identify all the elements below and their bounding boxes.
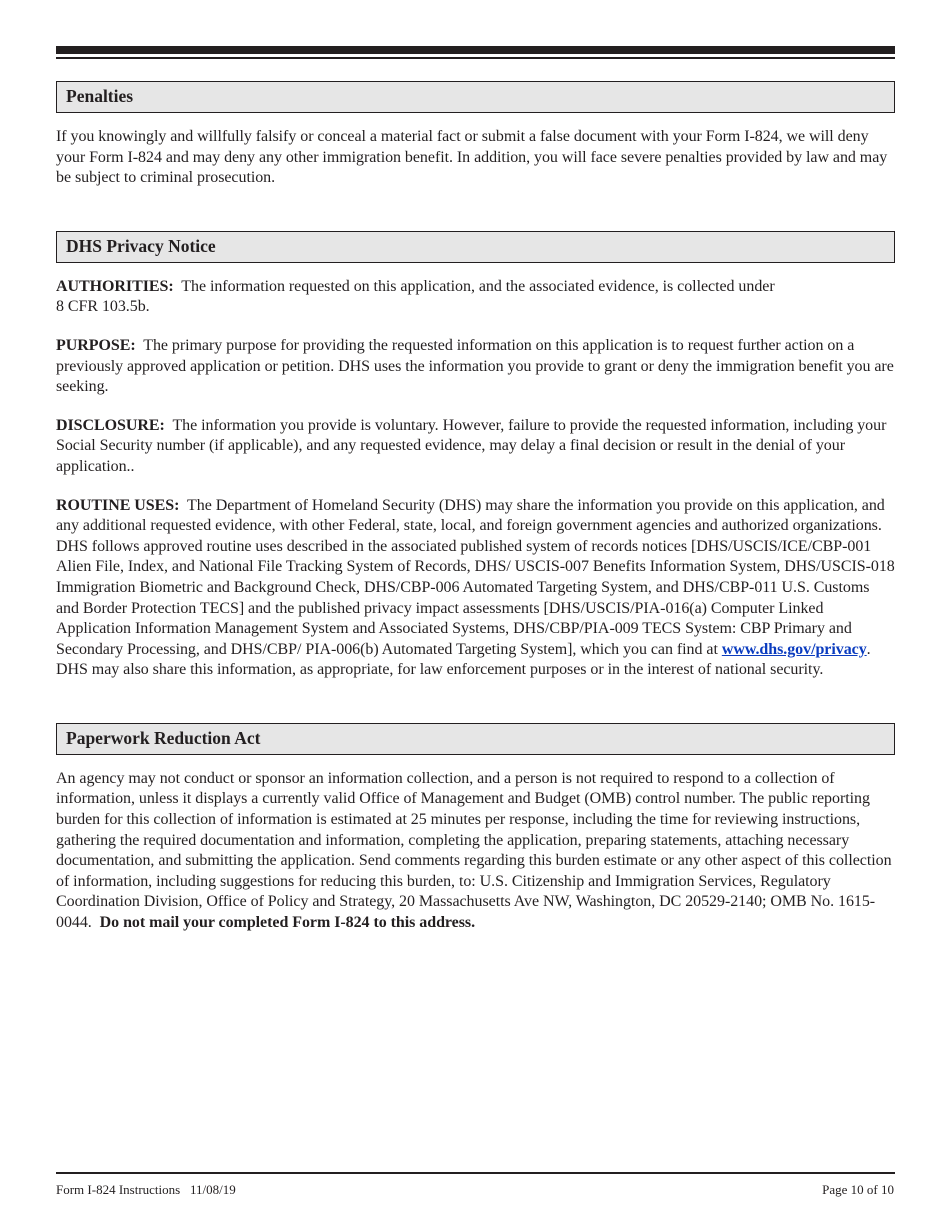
- paperwork-text: An agency may not conduct or sponsor an information collection, and a person is not required to respond to a collection of information, unless it displays a currently valid Office of Management and Budget (OMB) control number. The public reporting burden for this collection of information is estimated at 25 minutes per response, including the time for reviewing instructions, gathering the required documentation and information, completing the application, preparing statements, attaching necessary documentation, and submitting the application. Send comments regarding this burden estimate or any other aspect of this collection of information, including suggestions for reducing this burden, to: U.S. Citizenship and Immigration Services, Regulatory Coordination Division, Office of Policy and Strategy, 20 Massachusetts Ave NW, Washington, DC 20529-2140; OMB No. 1615-0044.: [56, 769, 892, 932]
- footer-form-label: Form I-824 Instructions 11/08/19: [56, 1182, 236, 1197]
- footer-rule: [56, 1172, 895, 1174]
- purpose-paragraph: [56, 336, 895, 398]
- paperwork-bold-note: Do not mail your completed Form I-824 to this address.: [99, 914, 476, 932]
- top-rule-thick: [56, 46, 895, 54]
- paperwork-paragraph: [56, 769, 895, 934]
- authorities-paragraph: [56, 277, 895, 318]
- privacy-notice-heading: DHS Privacy Notice: [56, 231, 895, 263]
- penalties-heading: Penalties: [56, 81, 895, 113]
- purpose-text: The primary purpose for providing the requested information on this application is to request further action on a previously approved application or petition. DHS uses the information you provide to grant or deny the immigration benefit you are seeking.: [56, 336, 894, 396]
- authorities-text-2: 8 CFR 103.5b.: [56, 298, 150, 316]
- disclosure-text: The information you provide is voluntary. However, failure to provide the requested information, including your Social Security number (if applicable), and any requested evidence, may delay a final decision or result in the denial of your application..: [56, 416, 887, 475]
- routine-uses-text: The Department of Homeland Security (DHS) may share the information you provide on this application, and any additional requested evidence, with other Federal, state, local, and foreign government agencies and authorized organizations. DHS follows approved routine uses described in the associated published system of records notices [DHS/USCIS/ICE/CBP-001 Alien File, Index, and National File Tracking System of Records, DHS/ USCIS-007 Benefits Information System, DHS/USCIS-018 Immigration Biometric and Background Check, DHS/CBP-006 Automated Targeting System, and DHS/CBP-011 U.S. Customs and Border Protection TECS] and the published privacy impact assessments [DHS/USCIS/PIA-016(a) Computer Linked Application Information Management System and Associated Systems, DHS/CBP/PIA-009 TECS System: CBP Primary and Secondary Processing, and DHS/CBP/ PIA-006(b) Automated Targeting System], which you can find at: [56, 496, 895, 658]
- footer-page-number: Page 10 of 10: [822, 1182, 894, 1197]
- page-content: [56, 46, 895, 934]
- disclosure-paragraph: [56, 416, 895, 478]
- paperwork-reduction-heading: Paperwork Reduction Act: [56, 723, 895, 755]
- penalties-text: If you knowingly and willfully falsify or conceal a material fact or submit a false document with your Form I-824, we will deny your Form I-824 and may deny any other immigration benefit. In addition, you will face severe penalties provided by law and may be subject to criminal prosecution.: [56, 128, 888, 187]
- routine-uses-label: ROUTINE USES:: [56, 496, 180, 514]
- dhs-privacy-link[interactable]: www.dhs.gov/privacy: [721, 640, 867, 658]
- top-rule-thin: [56, 57, 895, 59]
- authorities-text: The information requested on this application, and the associated evidence, is collected under: [181, 277, 775, 295]
- disclosure-label: DISCLOSURE:: [56, 416, 165, 434]
- authorities-label: AUTHORITIES:: [56, 277, 174, 295]
- routine-uses-paragraph: [56, 496, 895, 681]
- purpose-label: PURPOSE:: [56, 336, 136, 354]
- routine-uses-text-after: . DHS may also share this information, as appropriate, for law enforcement purposes or in the interest of national security.: [56, 640, 871, 679]
